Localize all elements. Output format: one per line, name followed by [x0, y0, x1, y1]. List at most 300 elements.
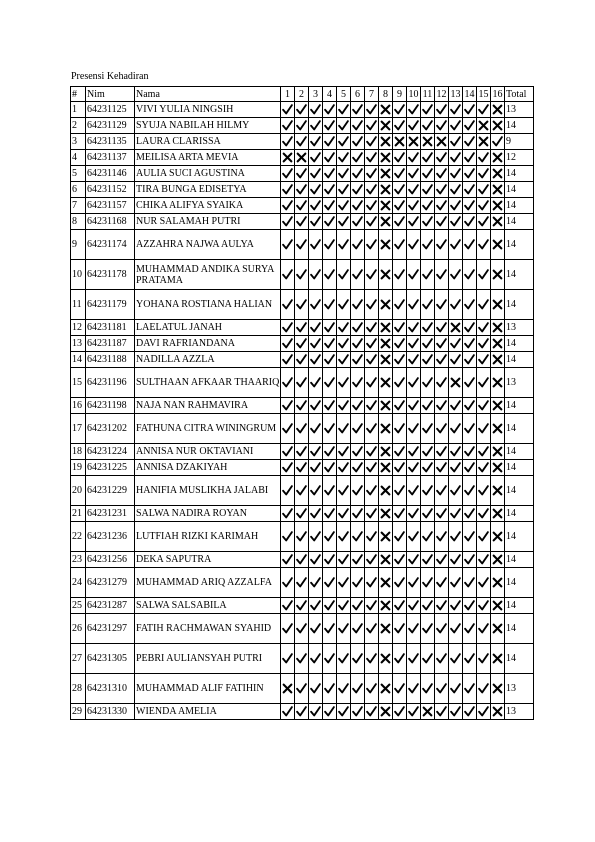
table-row [71, 522, 534, 552]
attendance-session-7 [365, 368, 379, 398]
check-icon [352, 200, 363, 211]
attendance-session-1 [281, 214, 295, 230]
check-icon [352, 446, 363, 457]
check-icon [422, 653, 433, 664]
check-icon [450, 485, 461, 496]
check-icon [366, 168, 377, 179]
check-icon [436, 168, 447, 179]
table-row [71, 414, 534, 444]
check-icon [282, 554, 293, 565]
cross-icon [380, 152, 391, 163]
check-icon [464, 269, 475, 280]
student-nim: 64231135 [86, 134, 135, 150]
check-icon [352, 168, 363, 179]
attendance-session-1 [281, 506, 295, 522]
attendance-session-12 [435, 704, 449, 720]
attendance-session-15 [477, 476, 491, 506]
check-icon [436, 653, 447, 664]
check-icon [464, 354, 475, 365]
attendance-session-1 [281, 674, 295, 704]
attendance-session-10 [407, 166, 421, 182]
attendance-session-14 [463, 102, 477, 118]
header-session-8: 8 [379, 87, 393, 102]
attendance-session-7 [365, 134, 379, 150]
cross-icon [492, 600, 503, 611]
attendance-session-13 [449, 460, 463, 476]
check-icon [310, 554, 321, 565]
attendance-session-1 [281, 166, 295, 182]
attendance-session-16 [491, 674, 505, 704]
attendance-session-7 [365, 230, 379, 260]
attendance-session-6 [351, 230, 365, 260]
check-icon [422, 377, 433, 388]
attendance-session-15 [477, 644, 491, 674]
attendance-session-14 [463, 444, 477, 460]
check-icon [366, 239, 377, 250]
check-icon [366, 577, 377, 588]
check-icon [422, 216, 433, 227]
check-icon [352, 531, 363, 542]
attendance-session-3 [309, 674, 323, 704]
attendance-session-5 [337, 568, 351, 598]
attendance-session-8 [379, 166, 393, 182]
check-icon [394, 623, 405, 634]
table-row [71, 704, 534, 720]
student-nim: 64231196 [86, 368, 135, 398]
attendance-session-11 [421, 320, 435, 336]
attendance-session-16 [491, 198, 505, 214]
student-name: WIENDA AMELIA [135, 704, 281, 720]
check-icon [324, 354, 335, 365]
table-row [71, 166, 534, 182]
student-nim: 64231287 [86, 598, 135, 614]
attendance-session-5 [337, 166, 351, 182]
student-nim: 64231310 [86, 674, 135, 704]
attendance-session-8 [379, 320, 393, 336]
cross-icon [492, 104, 503, 115]
student-name: ANNISA NUR OKTAVIANI [135, 444, 281, 460]
cross-icon [380, 200, 391, 211]
student-name: SULTHAAN AFKAAR THAARIQ [135, 368, 281, 398]
check-icon [394, 508, 405, 519]
attendance-session-8 [379, 444, 393, 460]
attendance-session-15 [477, 398, 491, 414]
attendance-total: 14 [505, 506, 534, 522]
cross-icon [394, 136, 405, 147]
attendance-session-2 [295, 644, 309, 674]
attendance-session-8 [379, 552, 393, 568]
attendance-session-2 [295, 336, 309, 352]
attendance-session-2 [295, 476, 309, 506]
attendance-session-2 [295, 674, 309, 704]
attendance-session-12 [435, 552, 449, 568]
student-name: FATIH RACHMAWAN SYAHID [135, 614, 281, 644]
attendance-session-10 [407, 368, 421, 398]
cross-icon [492, 184, 503, 195]
attendance-session-6 [351, 552, 365, 568]
check-icon [366, 706, 377, 717]
attendance-session-7 [365, 476, 379, 506]
check-icon [310, 354, 321, 365]
check-icon [422, 322, 433, 333]
row-number: 21 [71, 506, 86, 522]
cross-icon [492, 152, 503, 163]
cross-icon [492, 531, 503, 542]
check-icon [366, 184, 377, 195]
attendance-session-9 [393, 644, 407, 674]
check-icon [436, 377, 447, 388]
attendance-session-10 [407, 198, 421, 214]
attendance-session-16 [491, 444, 505, 460]
cross-icon [492, 400, 503, 411]
check-icon [324, 168, 335, 179]
check-icon [394, 446, 405, 457]
check-icon [282, 168, 293, 179]
student-name: SALWA NADIRA ROYAN [135, 506, 281, 522]
attendance-session-7 [365, 674, 379, 704]
attendance-session-1 [281, 352, 295, 368]
check-icon [394, 200, 405, 211]
header-no: # [71, 87, 86, 102]
attendance-session-16 [491, 398, 505, 414]
row-number: 23 [71, 552, 86, 568]
check-icon [282, 216, 293, 227]
attendance-session-2 [295, 704, 309, 720]
attendance-session-6 [351, 506, 365, 522]
attendance-session-7 [365, 552, 379, 568]
check-icon [324, 508, 335, 519]
check-icon [394, 299, 405, 310]
cross-icon [492, 683, 503, 694]
check-icon [408, 239, 419, 250]
attendance-total: 12 [505, 150, 534, 166]
attendance-session-16 [491, 230, 505, 260]
check-icon [422, 508, 433, 519]
attendance-session-11 [421, 522, 435, 552]
attendance-session-11 [421, 398, 435, 414]
attendance-total: 9 [505, 134, 534, 150]
attendance-session-2 [295, 368, 309, 398]
row-number: 10 [71, 260, 86, 290]
check-icon [310, 653, 321, 664]
student-nim: 64231256 [86, 552, 135, 568]
cross-icon [492, 269, 503, 280]
check-icon [324, 554, 335, 565]
student-name: DEKA SAPUTRA [135, 552, 281, 568]
check-icon [422, 152, 433, 163]
attendance-session-5 [337, 260, 351, 290]
cross-icon [478, 136, 489, 147]
check-icon [464, 706, 475, 717]
header-session-4: 4 [323, 87, 337, 102]
check-icon [324, 706, 335, 717]
cross-icon [380, 508, 391, 519]
attendance-total: 13 [505, 704, 534, 720]
student-nim: 64231157 [86, 198, 135, 214]
attendance-session-14 [463, 614, 477, 644]
check-icon [436, 683, 447, 694]
cross-icon [492, 338, 503, 349]
attendance-session-14 [463, 568, 477, 598]
check-icon [464, 338, 475, 349]
cross-icon [492, 706, 503, 717]
attendance-session-11 [421, 198, 435, 214]
attendance-session-1 [281, 102, 295, 118]
row-number: 11 [71, 290, 86, 320]
check-icon [338, 354, 349, 365]
check-icon [478, 600, 489, 611]
check-icon [366, 269, 377, 280]
attendance-session-8 [379, 214, 393, 230]
check-icon [310, 623, 321, 634]
attendance-session-11 [421, 674, 435, 704]
attendance-session-16 [491, 150, 505, 166]
check-icon [366, 200, 377, 211]
check-icon [282, 200, 293, 211]
student-name: MEILISA ARTA MEVIA [135, 150, 281, 166]
check-icon [324, 423, 335, 434]
attendance-session-10 [407, 444, 421, 460]
attendance-session-3 [309, 614, 323, 644]
attendance-session-11 [421, 230, 435, 260]
attendance-session-11 [421, 102, 435, 118]
attendance-session-12 [435, 290, 449, 320]
header-session-3: 3 [309, 87, 323, 102]
attendance-session-16 [491, 118, 505, 134]
attendance-session-4 [323, 320, 337, 336]
attendance-session-9 [393, 398, 407, 414]
attendance-session-8 [379, 644, 393, 674]
table-row [71, 552, 534, 568]
attendance-session-11 [421, 336, 435, 352]
student-name: ANNISA DZAKIYAH [135, 460, 281, 476]
check-icon [296, 485, 307, 496]
check-icon [450, 216, 461, 227]
attendance-session-2 [295, 134, 309, 150]
check-icon [366, 377, 377, 388]
check-icon [408, 600, 419, 611]
check-icon [296, 706, 307, 717]
attendance-session-4 [323, 134, 337, 150]
attendance-session-8 [379, 260, 393, 290]
attendance-session-5 [337, 598, 351, 614]
student-nim: 64231129 [86, 118, 135, 134]
attendance-session-8 [379, 568, 393, 598]
attendance-session-7 [365, 166, 379, 182]
check-icon [310, 184, 321, 195]
check-icon [296, 299, 307, 310]
check-icon [408, 200, 419, 211]
attendance-session-13 [449, 290, 463, 320]
cross-icon [450, 377, 461, 388]
attendance-session-4 [323, 552, 337, 568]
check-icon [310, 577, 321, 588]
check-icon [352, 600, 363, 611]
cross-icon [380, 554, 391, 565]
check-icon [310, 706, 321, 717]
attendance-session-14 [463, 522, 477, 552]
attendance-session-14 [463, 704, 477, 720]
header-session-9: 9 [393, 87, 407, 102]
student-nim: 64231174 [86, 230, 135, 260]
attendance-session-11 [421, 460, 435, 476]
check-icon [450, 239, 461, 250]
cross-icon [380, 338, 391, 349]
check-icon [296, 136, 307, 147]
attendance-session-2 [295, 414, 309, 444]
attendance-total: 14 [505, 198, 534, 214]
attendance-session-4 [323, 214, 337, 230]
attendance-session-4 [323, 598, 337, 614]
table-body [71, 102, 534, 720]
attendance-session-12 [435, 444, 449, 460]
check-icon [338, 299, 349, 310]
check-icon [394, 653, 405, 664]
check-icon [464, 531, 475, 542]
attendance-session-4 [323, 230, 337, 260]
attendance-session-3 [309, 150, 323, 166]
check-icon [422, 269, 433, 280]
check-icon [324, 531, 335, 542]
attendance-session-11 [421, 444, 435, 460]
check-icon [366, 136, 377, 147]
check-icon [422, 104, 433, 115]
attendance-session-10 [407, 336, 421, 352]
attendance-session-15 [477, 414, 491, 444]
attendance-session-15 [477, 260, 491, 290]
check-icon [436, 623, 447, 634]
check-icon [422, 400, 433, 411]
attendance-session-8 [379, 368, 393, 398]
student-name: NAJA NAN RAHMAVIRA [135, 398, 281, 414]
attendance-session-9 [393, 614, 407, 644]
attendance-total: 14 [505, 214, 534, 230]
attendance-session-9 [393, 352, 407, 368]
attendance-session-13 [449, 198, 463, 214]
check-icon [464, 462, 475, 473]
check-icon [296, 400, 307, 411]
attendance-session-15 [477, 568, 491, 598]
attendance-session-5 [337, 552, 351, 568]
check-icon [352, 120, 363, 131]
check-icon [352, 706, 363, 717]
attendance-total: 14 [505, 260, 534, 290]
attendance-session-14 [463, 166, 477, 182]
check-icon [282, 462, 293, 473]
attendance-session-6 [351, 460, 365, 476]
attendance-session-8 [379, 476, 393, 506]
attendance-session-14 [463, 398, 477, 414]
check-icon [282, 322, 293, 333]
attendance-session-6 [351, 674, 365, 704]
cross-icon [408, 136, 419, 147]
attendance-session-12 [435, 260, 449, 290]
check-icon [450, 623, 461, 634]
row-number: 22 [71, 522, 86, 552]
student-nim: 64231305 [86, 644, 135, 674]
attendance-session-5 [337, 614, 351, 644]
attendance-session-8 [379, 290, 393, 320]
check-icon [464, 200, 475, 211]
row-number: 13 [71, 336, 86, 352]
table-row [71, 336, 534, 352]
check-icon [324, 120, 335, 131]
attendance-session-1 [281, 460, 295, 476]
attendance-session-2 [295, 568, 309, 598]
check-icon [338, 136, 349, 147]
attendance-session-3 [309, 320, 323, 336]
check-icon [324, 200, 335, 211]
attendance-session-14 [463, 118, 477, 134]
attendance-session-5 [337, 414, 351, 444]
attendance-session-15 [477, 506, 491, 522]
check-icon [324, 683, 335, 694]
cross-icon [296, 152, 307, 163]
cross-icon [380, 400, 391, 411]
attendance-total: 14 [505, 460, 534, 476]
check-icon [478, 184, 489, 195]
check-icon [366, 653, 377, 664]
attendance-session-6 [351, 290, 365, 320]
attendance-session-2 [295, 150, 309, 166]
check-icon [394, 216, 405, 227]
attendance-session-9 [393, 182, 407, 198]
check-icon [394, 683, 405, 694]
attendance-session-4 [323, 568, 337, 598]
check-icon [296, 120, 307, 131]
attendance-session-7 [365, 290, 379, 320]
check-icon [394, 322, 405, 333]
check-icon [450, 683, 461, 694]
attendance-session-9 [393, 568, 407, 598]
check-icon [394, 462, 405, 473]
attendance-session-13 [449, 522, 463, 552]
check-icon [296, 508, 307, 519]
attendance-session-6 [351, 704, 365, 720]
check-icon [296, 446, 307, 457]
row-number: 25 [71, 598, 86, 614]
check-icon [464, 152, 475, 163]
table-row [71, 644, 534, 674]
check-icon [352, 377, 363, 388]
check-icon [436, 554, 447, 565]
attendance-session-10 [407, 644, 421, 674]
attendance-session-13 [449, 398, 463, 414]
check-icon [338, 462, 349, 473]
check-icon [282, 706, 293, 717]
check-icon [450, 600, 461, 611]
student-name: SALWA SALSABILA [135, 598, 281, 614]
attendance-session-12 [435, 166, 449, 182]
check-icon [422, 168, 433, 179]
check-icon [394, 706, 405, 717]
student-name: LAURA CLARISSA [135, 134, 281, 150]
check-icon [408, 577, 419, 588]
check-icon [324, 377, 335, 388]
student-name: AZZAHRA NAJWA AULYA [135, 230, 281, 260]
cross-icon [380, 354, 391, 365]
attendance-session-2 [295, 182, 309, 198]
attendance-session-14 [463, 552, 477, 568]
attendance-session-13 [449, 336, 463, 352]
check-icon [338, 554, 349, 565]
attendance-session-1 [281, 290, 295, 320]
attendance-session-15 [477, 198, 491, 214]
check-icon [478, 485, 489, 496]
student-nim: 64231137 [86, 150, 135, 166]
check-icon [352, 152, 363, 163]
student-nim: 64231236 [86, 522, 135, 552]
